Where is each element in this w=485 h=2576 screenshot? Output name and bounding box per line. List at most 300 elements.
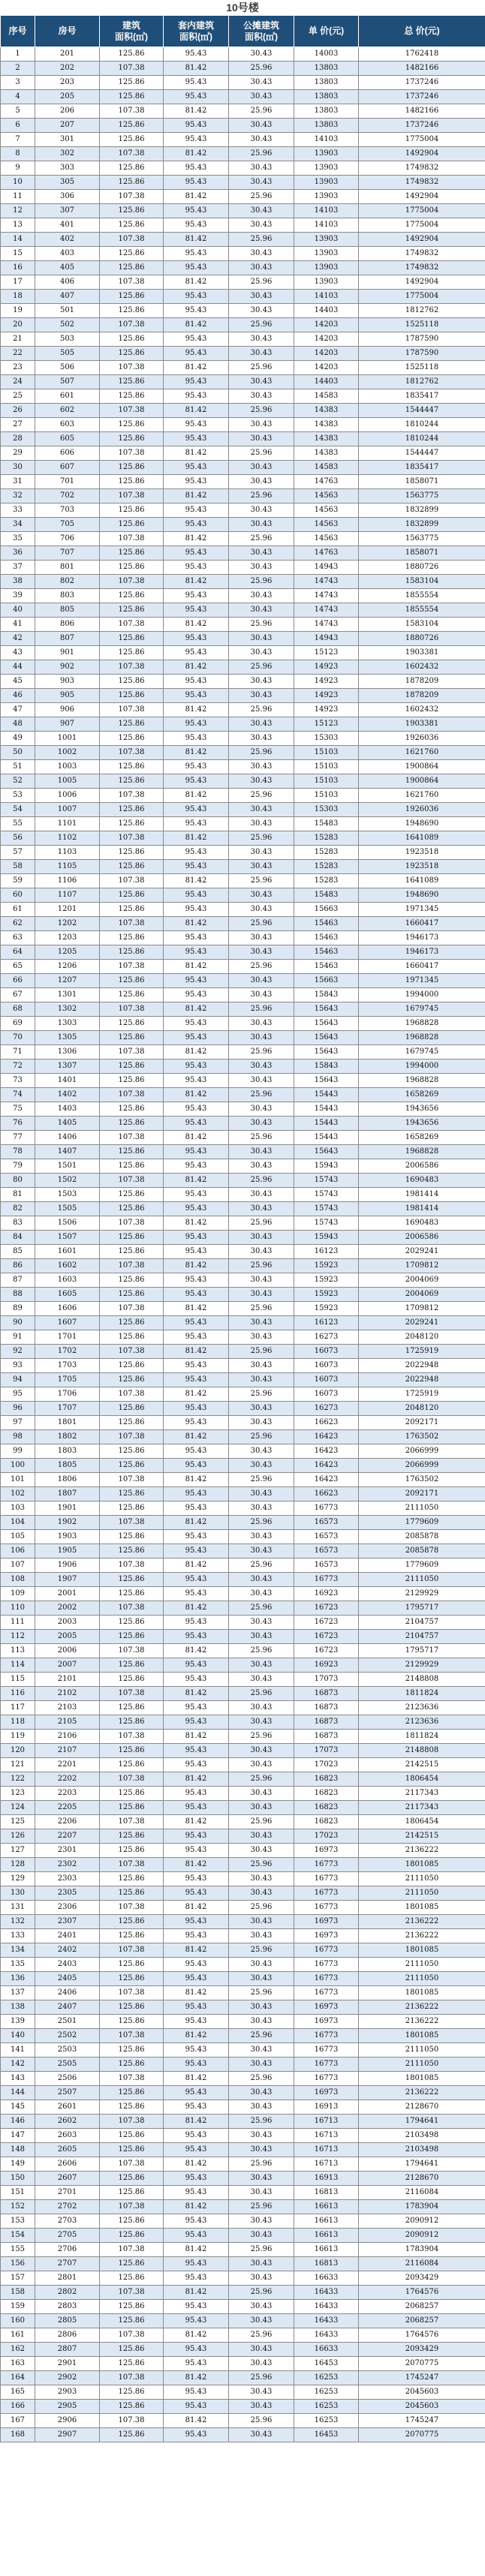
table-row <box>1 2157 485 2172</box>
cell-unit-price: 16823 <box>294 1815 359 1829</box>
cell-serial: 5 <box>1 104 35 119</box>
cell-unit-price: 15103 <box>294 746 359 760</box>
cell-serial: 8 <box>1 147 35 161</box>
cell-room: 2305 <box>35 1886 100 1901</box>
cell-shared-area: 30.43 <box>229 2057 294 2072</box>
table-header-row <box>1 16 485 47</box>
cell-room: 2406 <box>35 1986 100 2000</box>
cell-inner-area: 95.43 <box>164 1587 229 1601</box>
table-row <box>1 2115 485 2129</box>
cell-inner-area: 81.42 <box>164 960 229 974</box>
table-row <box>1 1131 485 1145</box>
cell-gross-area: 125.86 <box>100 689 164 703</box>
cell-gross-area: 125.86 <box>100 347 164 361</box>
cell-unit-price: 14003 <box>294 47 359 62</box>
cell-shared-area: 25.96 <box>229 62 294 76</box>
cell-gross-area: 125.86 <box>100 1972 164 1986</box>
cell-serial: 167 <box>1 2414 35 2428</box>
cell-gross-area: 125.86 <box>100 1060 164 1074</box>
cell-gross-area: 107.38 <box>100 960 164 974</box>
cell-gross-area: 107.38 <box>100 2157 164 2172</box>
cell-room: 1402 <box>35 1088 100 1102</box>
cell-serial: 97 <box>1 1416 35 1430</box>
cell-shared-area: 25.96 <box>229 2115 294 2129</box>
cell-serial: 95 <box>1 1387 35 1402</box>
cell-serial: 105 <box>1 1530 35 1544</box>
cell-serial: 149 <box>1 2157 35 2172</box>
cell-unit-price: 15443 <box>294 1088 359 1102</box>
cell-serial: 61 <box>1 903 35 917</box>
cell-unit-price: 15463 <box>294 945 359 960</box>
cell-gross-area: 125.86 <box>100 1373 164 1387</box>
cell-inner-area: 81.42 <box>164 2328 229 2343</box>
cell-inner-area: 81.42 <box>164 404 229 418</box>
cell-unit-price: 16713 <box>294 2129 359 2143</box>
cell-total-price: 1779609 <box>359 1516 485 1530</box>
cell-unit-price: 16613 <box>294 2214 359 2229</box>
table-row <box>1 1958 485 1972</box>
cell-shared-area: 30.43 <box>229 475 294 489</box>
cell-total-price: 1903381 <box>359 646 485 660</box>
cell-shared-area: 30.43 <box>229 1829 294 1844</box>
cell-room: 502 <box>35 318 100 332</box>
cell-room: 1502 <box>35 1174 100 1188</box>
cell-room: 1605 <box>35 1288 100 1302</box>
cell-shared-area: 30.43 <box>229 1373 294 1387</box>
cell-unit-price: 14923 <box>294 660 359 675</box>
cell-room: 305 <box>35 176 100 190</box>
cell-gross-area: 125.86 <box>100 1273 164 1288</box>
cell-shared-area: 25.96 <box>229 1644 294 1658</box>
table-row <box>1 2100 485 2115</box>
cell-room: 2803 <box>35 2300 100 2314</box>
cell-inner-area: 95.43 <box>164 261 229 275</box>
cell-total-price: 2104757 <box>359 1630 485 1644</box>
cell-shared-area: 25.96 <box>229 532 294 546</box>
cell-room: 1007 <box>35 803 100 817</box>
cell-serial: 78 <box>1 1145 35 1159</box>
cell-inner-area: 81.42 <box>164 1259 229 1273</box>
cell-serial: 92 <box>1 1345 35 1359</box>
table-row <box>1 2243 485 2257</box>
cell-unit-price: 15103 <box>294 760 359 774</box>
cell-room: 2506 <box>35 2072 100 2086</box>
cell-shared-area: 25.96 <box>229 2286 294 2300</box>
table-row <box>1 1444 485 1459</box>
cell-shared-area: 30.43 <box>229 1202 294 1216</box>
cell-room: 806 <box>35 618 100 632</box>
cell-unit-price: 15463 <box>294 931 359 945</box>
cell-total-price: 2068257 <box>359 2300 485 2314</box>
cell-serial: 118 <box>1 1715 35 1730</box>
cell-inner-area: 81.42 <box>164 104 229 119</box>
cell-inner-area: 81.42 <box>164 1002 229 1017</box>
cell-gross-area: 107.38 <box>100 1387 164 1402</box>
cell-unit-price: 16773 <box>294 1972 359 1986</box>
cell-gross-area: 125.86 <box>100 1658 164 1673</box>
cell-serial: 38 <box>1 575 35 589</box>
cell-inner-area: 95.43 <box>164 2214 229 2229</box>
cell-room: 303 <box>35 161 100 176</box>
header-inner-area: 套内建筑 面积(㎡) <box>164 16 229 47</box>
cell-gross-area: 125.86 <box>100 632 164 646</box>
cell-room: 605 <box>35 432 100 446</box>
cell-shared-area: 30.43 <box>229 589 294 603</box>
table-row <box>1 1088 485 1102</box>
cell-shared-area: 30.43 <box>229 432 294 446</box>
cell-total-price: 2111050 <box>359 1872 485 1886</box>
cell-room: 1006 <box>35 789 100 803</box>
cell-inner-area: 81.42 <box>164 147 229 161</box>
cell-shared-area: 25.96 <box>229 575 294 589</box>
cell-serial: 17 <box>1 275 35 290</box>
cell-total-price: 1763502 <box>359 1430 485 1444</box>
cell-shared-area: 30.43 <box>229 2428 294 2442</box>
cell-serial: 30 <box>1 461 35 475</box>
cell-unit-price: 16723 <box>294 1630 359 1644</box>
cell-inner-area: 95.43 <box>164 304 229 318</box>
cell-total-price: 1749832 <box>359 176 485 190</box>
cell-inner-area: 81.42 <box>164 2243 229 2257</box>
cell-room: 1506 <box>35 1216 100 1231</box>
cell-serial: 52 <box>1 774 35 789</box>
cell-serial: 94 <box>1 1373 35 1387</box>
cell-total-price: 1602432 <box>359 660 485 675</box>
cell-room: 202 <box>35 62 100 76</box>
cell-unit-price: 13803 <box>294 90 359 104</box>
cell-unit-price: 13803 <box>294 104 359 119</box>
cell-gross-area: 107.38 <box>100 831 164 846</box>
cell-total-price: 1795717 <box>359 1601 485 1616</box>
table-row <box>1 1387 485 1402</box>
cell-inner-area: 95.43 <box>164 1402 229 1416</box>
cell-gross-area: 125.86 <box>100 988 164 1002</box>
cell-inner-area: 81.42 <box>164 1687 229 1701</box>
table-row <box>1 1758 485 1772</box>
cell-gross-area: 125.86 <box>100 218 164 233</box>
cell-serial: 45 <box>1 675 35 689</box>
cell-gross-area: 125.86 <box>100 903 164 917</box>
cell-unit-price: 16973 <box>294 2015 359 2029</box>
cell-unit-price: 15443 <box>294 1117 359 1131</box>
cell-total-price: 2136222 <box>359 2000 485 2015</box>
cell-unit-price: 16253 <box>294 2400 359 2414</box>
cell-inner-area: 95.43 <box>164 1102 229 1117</box>
cell-gross-area: 125.86 <box>100 1145 164 1159</box>
cell-inner-area: 95.43 <box>164 119 229 133</box>
cell-total-price: 1948690 <box>359 888 485 903</box>
cell-gross-area: 125.86 <box>100 1872 164 1886</box>
table-row <box>1 1002 485 1017</box>
cell-room: 1603 <box>35 1273 100 1288</box>
cell-serial: 160 <box>1 2314 35 2328</box>
cell-unit-price: 15843 <box>294 988 359 1002</box>
cell-room: 1803 <box>35 1444 100 1459</box>
cell-total-price: 2048120 <box>359 1402 485 1416</box>
cell-inner-area: 95.43 <box>164 1573 229 1587</box>
cell-serial: 32 <box>1 489 35 503</box>
cell-unit-price: 16123 <box>294 1316 359 1330</box>
cell-total-price: 1811824 <box>359 1730 485 1744</box>
cell-gross-area: 107.38 <box>100 2115 164 2129</box>
cell-gross-area: 107.38 <box>100 147 164 161</box>
cell-total-price: 1801085 <box>359 2072 485 2086</box>
cell-shared-area: 30.43 <box>229 290 294 304</box>
cell-room: 403 <box>35 247 100 261</box>
cell-total-price: 1764576 <box>359 2286 485 2300</box>
cell-serial: 131 <box>1 1901 35 1915</box>
cell-shared-area: 30.43 <box>229 389 294 404</box>
cell-total-price: 1855554 <box>359 603 485 618</box>
cell-total-price: 2070775 <box>359 2428 485 2442</box>
cell-inner-area: 95.43 <box>164 803 229 817</box>
cell-gross-area: 107.38 <box>100 233 164 247</box>
cell-unit-price: 16773 <box>294 1872 359 1886</box>
cell-room: 1103 <box>35 846 100 860</box>
cell-gross-area: 125.86 <box>100 461 164 475</box>
cell-serial: 150 <box>1 2172 35 2186</box>
cell-unit-price: 14203 <box>294 361 359 375</box>
cell-shared-area: 30.43 <box>229 1758 294 1772</box>
cell-gross-area: 125.86 <box>100 2271 164 2286</box>
cell-shared-area: 30.43 <box>229 2257 294 2271</box>
cell-unit-price: 16453 <box>294 2357 359 2371</box>
cell-serial: 2 <box>1 62 35 76</box>
cell-unit-price: 15303 <box>294 732 359 746</box>
cell-serial: 62 <box>1 917 35 931</box>
cell-serial: 106 <box>1 1544 35 1559</box>
cell-gross-area: 125.86 <box>100 1929 164 1943</box>
cell-serial: 80 <box>1 1174 35 1188</box>
cell-shared-area: 30.43 <box>229 461 294 475</box>
cell-gross-area: 125.86 <box>100 1074 164 1088</box>
cell-total-price: 1775004 <box>359 133 485 147</box>
cell-shared-area: 30.43 <box>229 1359 294 1373</box>
cell-total-price: 1971345 <box>359 903 485 917</box>
cell-inner-area: 95.43 <box>164 903 229 917</box>
cell-total-price: 1787590 <box>359 332 485 347</box>
cell-room: 2202 <box>35 1772 100 1787</box>
cell-gross-area: 107.38 <box>100 1730 164 1744</box>
cell-shared-area: 30.43 <box>229 1587 294 1601</box>
cell-total-price: 1745247 <box>359 2371 485 2385</box>
cell-gross-area: 125.86 <box>100 2400 164 2414</box>
cell-total-price: 2111050 <box>359 1573 485 1587</box>
cell-inner-area: 95.43 <box>164 632 229 646</box>
cell-unit-price: 16773 <box>294 1901 359 1915</box>
cell-serial: 31 <box>1 475 35 489</box>
cell-room: 2806 <box>35 2328 100 2343</box>
cell-serial: 100 <box>1 1459 35 1473</box>
cell-room: 1407 <box>35 1145 100 1159</box>
cell-total-price: 1482166 <box>359 104 485 119</box>
cell-total-price: 2128670 <box>359 2100 485 2115</box>
cell-inner-area: 95.43 <box>164 475 229 489</box>
cell-serial: 142 <box>1 2057 35 2072</box>
cell-serial: 39 <box>1 589 35 603</box>
cell-inner-area: 81.42 <box>164 2029 229 2043</box>
cell-total-price: 1492904 <box>359 275 485 290</box>
cell-inner-area: 81.42 <box>164 361 229 375</box>
cell-gross-area: 125.86 <box>100 2229 164 2243</box>
cell-inner-area: 95.43 <box>164 1616 229 1630</box>
cell-inner-area: 95.43 <box>164 860 229 874</box>
table-row <box>1 2214 485 2229</box>
cell-shared-area: 25.96 <box>229 1216 294 1231</box>
cell-gross-area: 107.38 <box>100 1601 164 1616</box>
cell-total-price: 1762418 <box>359 47 485 62</box>
cell-inner-area: 95.43 <box>164 2043 229 2057</box>
cell-gross-area: 107.38 <box>100 1815 164 1829</box>
cell-room: 603 <box>35 418 100 432</box>
cell-gross-area: 107.38 <box>100 2029 164 2043</box>
cell-shared-area: 25.96 <box>229 147 294 161</box>
cell-total-price: 2103498 <box>359 2129 485 2143</box>
cell-shared-area: 25.96 <box>229 1559 294 1573</box>
cell-gross-area: 107.38 <box>100 446 164 461</box>
cell-total-price: 2004069 <box>359 1273 485 1288</box>
cell-total-price: 1621760 <box>359 789 485 803</box>
cell-shared-area: 30.43 <box>229 161 294 176</box>
cell-total-price: 1858071 <box>359 546 485 561</box>
cell-room: 901 <box>35 646 100 660</box>
cell-shared-area: 25.96 <box>229 660 294 675</box>
cell-unit-price: 15103 <box>294 774 359 789</box>
cell-unit-price: 16073 <box>294 1373 359 1387</box>
cell-inner-area: 95.43 <box>164 988 229 1002</box>
cell-shared-area: 30.43 <box>229 218 294 233</box>
cell-inner-area: 95.43 <box>164 2229 229 2243</box>
cell-serial: 42 <box>1 632 35 646</box>
cell-shared-area: 25.96 <box>229 1131 294 1145</box>
cell-total-price: 2085878 <box>359 1544 485 1559</box>
cell-serial: 112 <box>1 1630 35 1644</box>
cell-total-price: 2148808 <box>359 1744 485 1758</box>
cell-total-price: 1926036 <box>359 803 485 817</box>
cell-shared-area: 30.43 <box>229 2229 294 2243</box>
cell-inner-area: 95.43 <box>164 204 229 218</box>
cell-gross-area: 125.86 <box>100 1359 164 1373</box>
cell-shared-area: 30.43 <box>229 1031 294 1045</box>
cell-serial: 147 <box>1 2129 35 2143</box>
table-row <box>1 903 485 917</box>
cell-shared-area: 30.43 <box>229 903 294 917</box>
cell-room: 1403 <box>35 1102 100 1117</box>
cell-total-price: 1660417 <box>359 960 485 974</box>
cell-serial: 4 <box>1 90 35 104</box>
cell-shared-area: 30.43 <box>229 1844 294 1858</box>
cell-gross-area: 107.38 <box>100 1901 164 1915</box>
cell-serial: 93 <box>1 1359 35 1373</box>
cell-total-price: 1994000 <box>359 988 485 1002</box>
cell-inner-area: 81.42 <box>164 1815 229 1829</box>
cell-room: 701 <box>35 475 100 489</box>
cell-gross-area: 125.86 <box>100 1159 164 1174</box>
table-row <box>1 204 485 218</box>
table-row <box>1 290 485 304</box>
table-row <box>1 1744 485 1758</box>
cell-shared-area: 30.43 <box>229 1616 294 1630</box>
cell-room: 2303 <box>35 1872 100 1886</box>
cell-unit-price: 14763 <box>294 475 359 489</box>
table-row <box>1 318 485 332</box>
cell-serial: 73 <box>1 1074 35 1088</box>
table-row <box>1 1188 485 1202</box>
cell-room: 2102 <box>35 1687 100 1701</box>
cell-room: 801 <box>35 561 100 575</box>
cell-room: 407 <box>35 290 100 304</box>
cell-gross-area: 125.86 <box>100 1801 164 1815</box>
cell-serial: 54 <box>1 803 35 817</box>
cell-total-price: 1994000 <box>359 1060 485 1074</box>
table-row <box>1 1373 485 1387</box>
cell-serial: 163 <box>1 2357 35 2371</box>
cell-inner-area: 81.42 <box>164 703 229 717</box>
cell-gross-area: 125.86 <box>100 860 164 874</box>
cell-gross-area: 125.86 <box>100 418 164 432</box>
cell-unit-price: 15643 <box>294 1017 359 1031</box>
cell-serial: 57 <box>1 846 35 860</box>
cell-unit-price: 14563 <box>294 518 359 532</box>
cell-shared-area: 30.43 <box>229 76 294 90</box>
cell-shared-area: 30.43 <box>229 1060 294 1074</box>
cell-serial: 152 <box>1 2200 35 2214</box>
cell-gross-area: 125.86 <box>100 846 164 860</box>
cell-unit-price: 16253 <box>294 2371 359 2385</box>
cell-inner-area: 81.42 <box>164 575 229 589</box>
cell-inner-area: 81.42 <box>164 1387 229 1402</box>
cell-room: 1806 <box>35 1473 100 1487</box>
table-row <box>1 1644 485 1658</box>
cell-gross-area: 107.38 <box>100 1559 164 1573</box>
cell-gross-area: 125.86 <box>100 119 164 133</box>
cell-inner-area: 95.43 <box>164 774 229 789</box>
cell-unit-price: 16773 <box>294 1501 359 1516</box>
cell-unit-price: 13903 <box>294 176 359 190</box>
cell-shared-area: 30.43 <box>229 1630 294 1644</box>
cell-unit-price: 16813 <box>294 2186 359 2200</box>
cell-room: 2306 <box>35 1901 100 1915</box>
cell-room: 1303 <box>35 1017 100 1031</box>
table-row <box>1 1216 485 1231</box>
cell-room: 706 <box>35 532 100 546</box>
cell-unit-price: 14943 <box>294 632 359 646</box>
cell-room: 2103 <box>35 1701 100 1715</box>
cell-serial: 24 <box>1 375 35 389</box>
cell-serial: 36 <box>1 546 35 561</box>
cell-shared-area: 30.43 <box>229 2186 294 2200</box>
header-gross-area: 建筑 面积(㎡) <box>100 16 164 47</box>
cell-gross-area: 107.38 <box>100 917 164 931</box>
cell-total-price: 1525118 <box>359 361 485 375</box>
cell-room: 2905 <box>35 2400 100 2414</box>
table-row <box>1 518 485 532</box>
cell-unit-price: 16773 <box>294 1573 359 1587</box>
cell-gross-area: 107.38 <box>100 489 164 503</box>
cell-inner-area: 81.42 <box>164 2286 229 2300</box>
cell-unit-price: 14583 <box>294 389 359 404</box>
cell-gross-area: 125.86 <box>100 1202 164 1216</box>
cell-room: 2601 <box>35 2100 100 2115</box>
cell-inner-area: 95.43 <box>164 760 229 774</box>
cell-total-price: 1900864 <box>359 760 485 774</box>
cell-unit-price: 16773 <box>294 1958 359 1972</box>
cell-unit-price: 16423 <box>294 1459 359 1473</box>
cell-serial: 168 <box>1 2428 35 2442</box>
table-row <box>1 2129 485 2143</box>
cell-inner-area: 95.43 <box>164 90 229 104</box>
cell-serial: 132 <box>1 1915 35 1929</box>
